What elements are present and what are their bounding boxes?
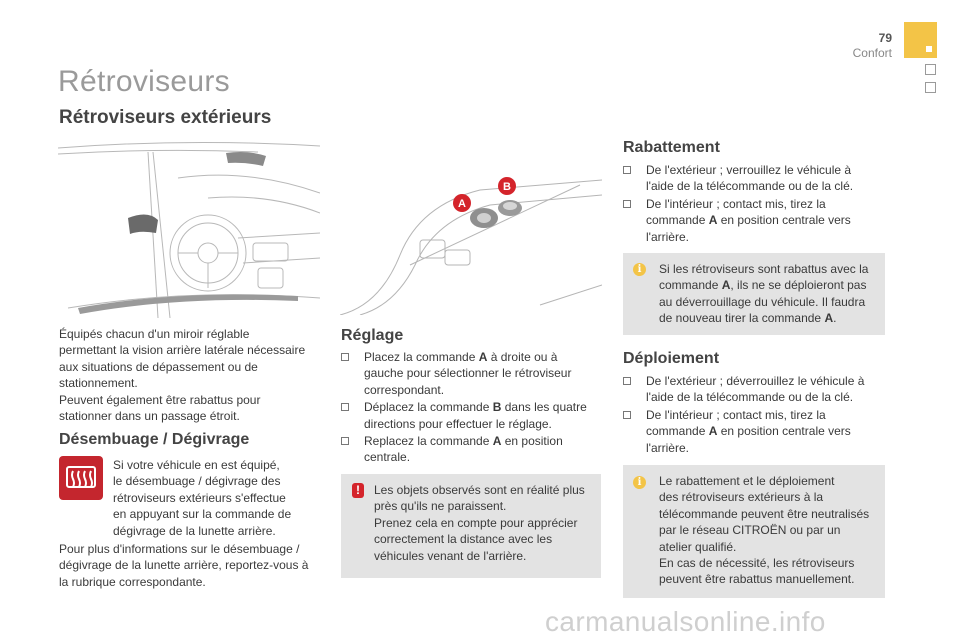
reglage-list <box>341 349 606 467</box>
warning-box <box>341 474 601 578</box>
list-item: Déplacez la commande B dans les quatre directions pour effectuer le réglage. <box>341 399 606 432</box>
checkbox-bullet-icon <box>623 200 631 208</box>
warning-text: Les objets observés sont en réalité plus près qu'ils ne paraissent. Prenez cela en compte pour apprécier correctement la distance avec les véhicules venant de l'arrière. <box>374 483 585 563</box>
list-item: Placez la commande A à droite ou à gauche pour sélectionner le rétroviseur correspondant. <box>341 349 606 398</box>
label-b: B <box>503 181 511 193</box>
heading-rabattement: Rabattement <box>623 139 720 156</box>
heading-reglage: Réglage <box>341 327 404 344</box>
checkbox-bullet-icon <box>341 403 349 411</box>
deploiement-list <box>623 373 893 457</box>
rear-defrost-icon <box>59 456 103 500</box>
checkbox-bullet-icon <box>623 377 631 385</box>
checkbox-bullet-icon <box>623 411 631 419</box>
list-item: De l'intérieur ; contact mis, tirez la commande A en position centrale vers l'arrière. <box>623 407 893 456</box>
section-name: Confort <box>852 46 892 60</box>
checkbox-bullet-icon <box>623 166 631 174</box>
info-box-rabattement <box>623 253 885 335</box>
checkbox-bullet-icon <box>341 353 349 361</box>
chapter-tab-empty[interactable] <box>925 82 936 93</box>
dashboard-illustration <box>58 138 320 320</box>
intro-paragraph: Équipés chacun d'un miroir réglable permettant la vision arrière latérale nécessaire aux situations de dépassement ou de stationnement. Peuvent également être rabattus pour stationner dans un passage étroit. <box>59 327 306 424</box>
list-item: De l'extérieur ; verrouillez le véhicule à l'aide de la télécommande ou de la clé. <box>623 162 893 195</box>
info-box-deploiement <box>623 465 885 598</box>
info-icon: i <box>633 476 646 489</box>
heading-deploiement: Déploiement <box>623 350 720 367</box>
list-item: Replacez la commande A en position centrale. <box>341 433 606 466</box>
door-control-illustration <box>340 165 602 315</box>
checkbox-bullet-icon <box>341 437 349 445</box>
heading-desembuage: Désembuage / Dégivrage <box>59 431 250 448</box>
list-item: De l'intérieur ; contact mis, tirez la commande A en position centrale vers l'arrière. <box>623 196 893 245</box>
warning-icon: ! <box>352 483 364 498</box>
chapter-tab[interactable] <box>904 22 937 58</box>
label-a: A <box>458 198 466 210</box>
page-title: Rétroviseurs <box>58 65 230 98</box>
chapter-tab-empty[interactable] <box>925 64 936 75</box>
list-item: De l'extérieur ; déverrouillez le véhicule à l'aide de la télécommande ou de la clé. <box>623 373 893 406</box>
info-icon: i <box>633 263 646 276</box>
info-text-deploiement: Le rabattement et le déploiement des rétroviseurs extérieurs à la télécommande peuvent être neutralisés par le réseau CITROËN ou par un atelier qualifié. En cas de nécessité, les rétroviseurs peuvent être rabattus manuellement. <box>659 474 870 587</box>
section-subtitle: Rétroviseurs extérieurs <box>59 107 272 128</box>
watermark: carmanualsonline.info <box>545 606 826 637</box>
desembuage-text: Si votre véhicule en est équipé, le désembuage / dégivrage des rétroviseurs extérieurs s'effectue en appuyant sur la commande de dégivrage de la lunette arrière. <box>113 458 292 538</box>
rabattement-list <box>623 162 893 246</box>
desembuage-more-info: Pour plus d'informations sur le désembuage / dégivrage de la lunette arrière, reportez-vous à la rubrique correspondante. <box>59 542 309 589</box>
page-number: 79 <box>878 31 892 45</box>
info-text-rabattement: Si les rétroviseurs sont rabattus avec la commande A, ils ne se déploieront pas au déverrouillage du véhicule. Il faudra de nouveau tirer la commande A. <box>659 262 869 326</box>
